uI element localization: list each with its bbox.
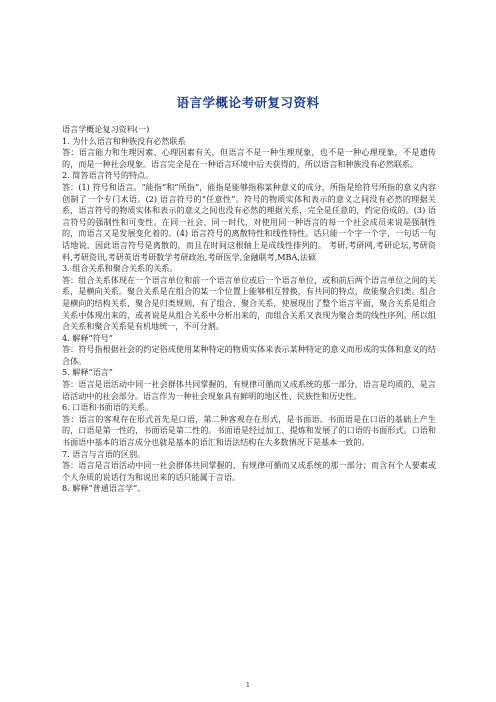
question-8: 8. 解释“普通语言学”。 xyxy=(62,483,146,494)
question-3: 3. 组合关系和聚合关系的关系。 xyxy=(62,263,178,274)
answer-3: 答：组合关系体现在一个语言单位和前一个语言单位或后一个语言单位，或和前后两个语言单位之间的关系，是横向关系。聚合关系是在组合的某一个位置上能够相互替换，有共同的特点，故能聚合归类。组合是横向的结构关系，聚合是归类规则，有了组合、聚合关系，使展现出了整个语言平面，聚合关系是组合关系中体现出来的，或者说是从组合关系中分析出来的，而组合关系又表现为聚合类的线性序列。所以组合关系和聚合关系是有机地统一，不可分割。 xyxy=(62,274,436,332)
answer-7: 答：语言是言语活动中同一社会群体共同掌握的、有规律可循而又成系统的那一部分；而含有个人要素或个人杂质的说话行为和说出来的话只能属于言语。 xyxy=(62,460,436,482)
answer-4: 答：符号指根据社会的约定俗成使用某种特定的物质实体来表示某种特定的意义而形成的实体和意义的结合体。 xyxy=(62,344,436,366)
answer-6: 答：语言的客观存在形式首先是口语，第二种客观存在形式，是书面语。书面语是在口语的基础上产生的，口语是第一性的，书面语是第二性的。书面语是经过加工、提炼和发展了的口语的书面形式。口语和书面语中基本的语言成分也就是基本的语汇和语法结构在大多数情况下是基本一致的。 xyxy=(62,413,436,448)
question-2: 2. 简答语言符号的特点。 xyxy=(62,170,154,181)
question-1: 1. 为什么语言和种族没有必然联系 xyxy=(62,135,186,146)
question-6: 6. 口语和书面语的关系。 xyxy=(62,402,154,413)
question-5: 5. 解释“语言” xyxy=(62,367,113,378)
question-4: 4. 解释“符号” xyxy=(62,332,113,343)
answer-1: 答：语言能力和生理因素、心理因素有关，但语言不是一种生理现象，也不是一种心理现象，不是遗传的，而是一种社会现象。语言完全是在一种语言环境中后天获得的，所以语言和种族没有必然联系。 xyxy=(62,147,436,169)
document-title: 语言学概论考研复习资料 xyxy=(176,95,320,110)
question-7: 7. 语言与言语的区别。 xyxy=(62,448,146,459)
section-heading: 语言学概论复习资料(一) xyxy=(62,124,150,134)
answer-5: 答：语言是语活动中同一社会群体共同掌握的，有规律可循而又成系统的那一部分，语言是均质的，是言语活动中的社会部分。语言作为一种社会现象具有鲜明的地区性、民族性和历史性。 xyxy=(62,379,436,401)
document-body xyxy=(62,124,436,495)
answer-2: 答：(1) 符号和语言。“能指”和“所指”，能指是能够指称某种意义的成分，所指是给符号所指的意义内容创制了一个专门术语。(2) 语言符号的“任意性”。符号的物质实体和表示的意义之间没有必然的理据关系，语言符号的物质实体和表示的意义之间也没有必然的理据关系，完全是任意的，约定俗成的。(3) 语言符号的强制性和可变性。在同一社会、同一时代，对使用同一种语言的每一个社会成员来说是强制性的，而语言又是发展变化着的。(4) 语言符号的离散特性和线性特性。话只能一个字一个字，一句话一句话地说，因此语言符号是离散的，而且在时间这根轴上是成线性排列的。 考研,考研网,考研论坛,考研资料,考研资讯,考研英语考研数学考研政治,考研医学,金融联考,MBA,法硕 xyxy=(62,181,436,262)
page-number: 1 xyxy=(245,681,251,689)
